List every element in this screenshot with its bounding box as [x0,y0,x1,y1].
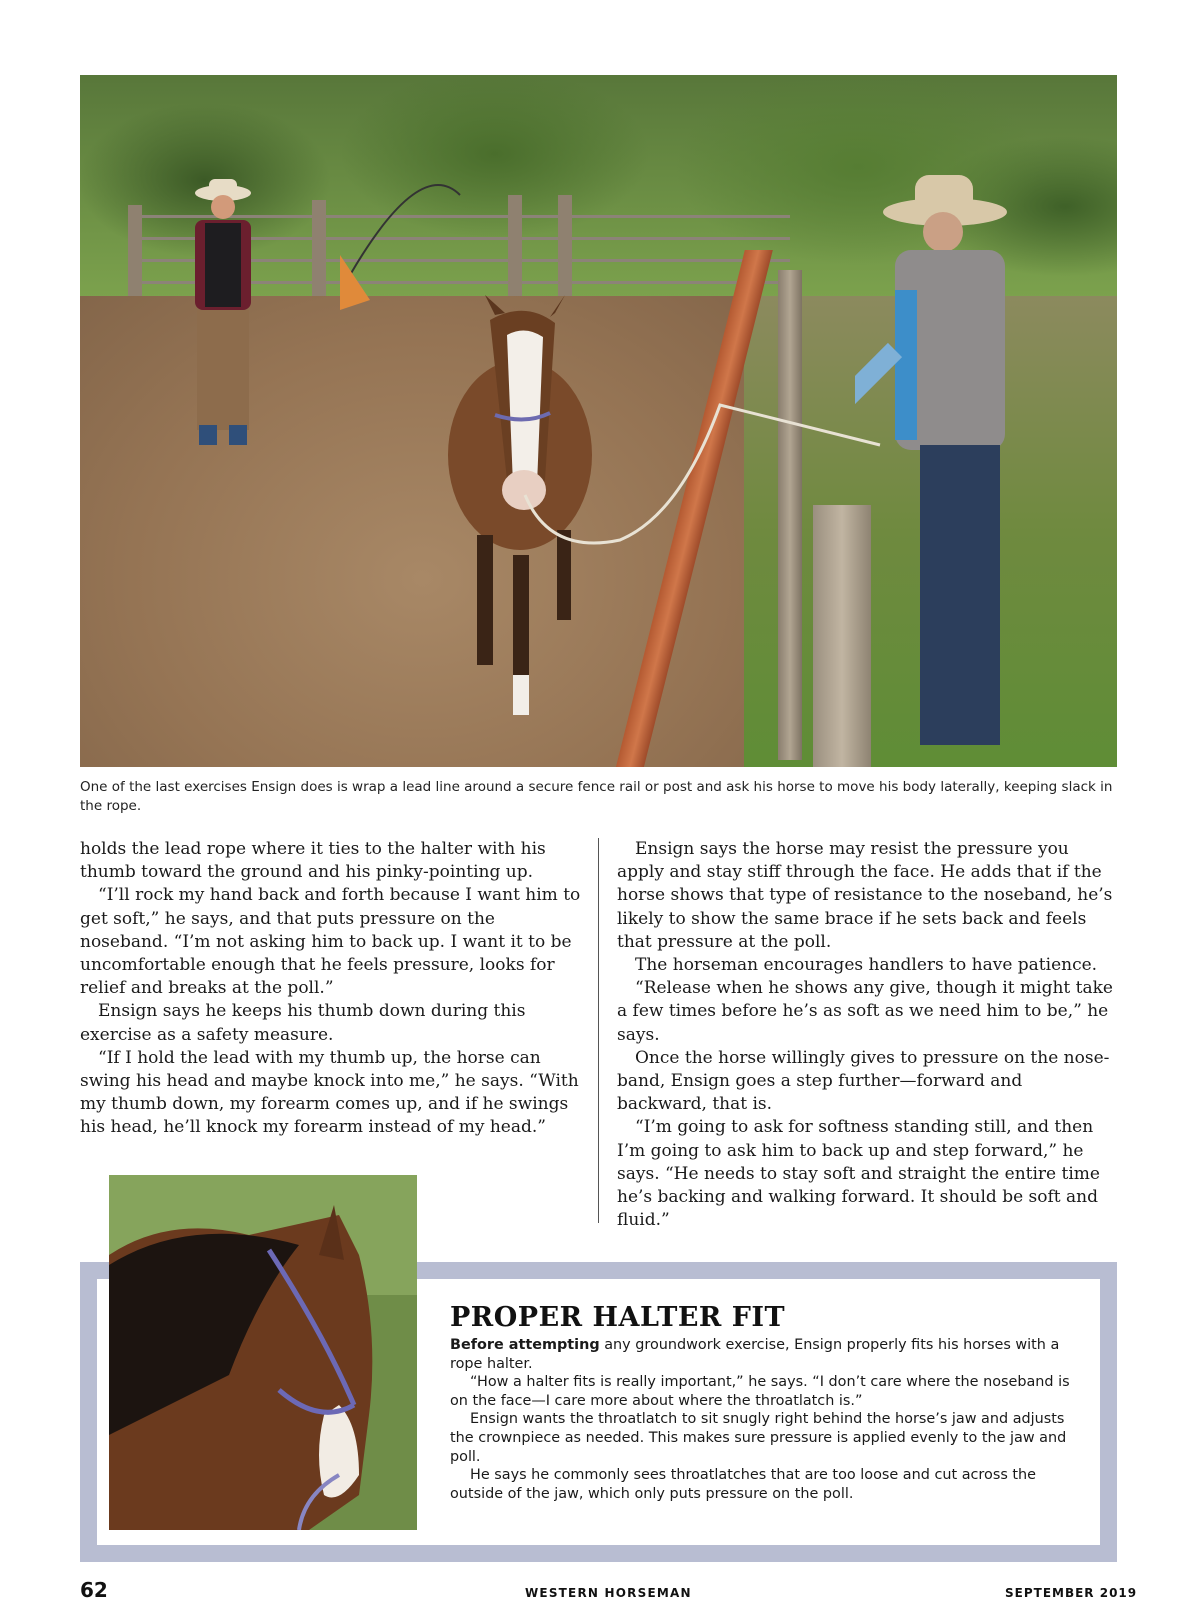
body-paragraph: Ensign says the horse may resist the pressure you apply and stay stiff through the face. He adds that if the horse shows that type of resistance to the noseband, he’s likely to show the same brace if he sets back and feels that pressure at the poll. [617,839,1113,952]
sidebar-lead-rest: any groundwork exercise, Ensign properly fits his horses with a rope halter. [450,1337,1060,1372]
body-paragraph: “Release when he shows any give, though it might take a few times before he’s as soft as we need him to be,” he says. [617,978,1113,1045]
sidebar-lead-bold: Before attempting [450,1337,600,1353]
page-number: 62 [80,1578,108,1602]
sidebar-paragraph: Ensign wants the throatlatch to sit snugly right behind the horse’s jaw and adjusts the crownpiece as needed. This makes sure pressure is applied evenly to the jaw and poll. [450,1411,1067,1465]
main-photo [80,75,1117,767]
sidebar-body [450,1336,1082,1503]
sidebar-horse-illustration [109,1175,417,1530]
sidebar-paragraph: He says he commonly sees throatlatches that are too loose and cut across the outside of the jaw, which only puts pressure on the poll. [450,1467,1037,1502]
body-paragraph: Once the horse willingly gives to pressure on the nose-band, Ensign goes a step further—forward and backward, that is. [617,1047,1110,1115]
sidebar-paragraph: “How a halter fits is really important,” he says. “I don’t care where the noseband is on the face—I care more about where the throatlatch is.” [450,1374,1070,1409]
magazine-name: WESTERN HORSEMAN [525,1586,692,1600]
photo-trainer-left [165,175,285,455]
body-paragraph: “If I hold the lead with my thumb up, the horse can swing his head and maybe knock into me,” he says. “With my thumb down, my forearm comes up, and if he swings his head, he’ll knock my forearm instead of my head.” [80,1047,579,1138]
body-paragraph: Ensign says he keeps his thumb down during this exercise as a safety measure. [80,1001,526,1045]
issue-date: SEPTEMBER 2019 [1005,1586,1138,1600]
column-divider [598,838,599,1223]
photo-caption: One of the last exercises Ensign does is wrap a lead line around a secure fence rail or post and ask his horse to move his body laterally, keeping slack in the rope. [80,779,1113,814]
sidebar-paragraph [450,1336,1082,1373]
photo-trainer-right [855,170,1035,767]
body-paragraph: “I’m going to ask for softness standing still, and then I’m going to ask him to back up and step forward,” he says. “He needs to stay soft and straight the entire time he’s backing and walking forward. It should be soft and fluid.” [617,1117,1100,1231]
body-paragraph: “I’ll rock my hand back and forth because I want him to get soft,” he says, and that puts pressure on the noseband. “I’m not asking him to back up. I want it to be uncomfortable enough that he feels pressure, looks for relief and breaks at the poll.” [80,885,581,999]
photo-orange-flag [335,255,375,315]
right-column [617,838,1117,1232]
sidebar-horse-photo [109,1175,417,1530]
body-paragraph: holds the lead rope where it ties to the halter with his thumb toward the ground and his pinky-pointing up. [80,839,546,883]
left-column [80,838,582,1140]
sidebar-title: PROPER HALTER FIT [450,1302,786,1333]
body-paragraph: The horseman encourages handlers to have patience. [635,955,1098,976]
